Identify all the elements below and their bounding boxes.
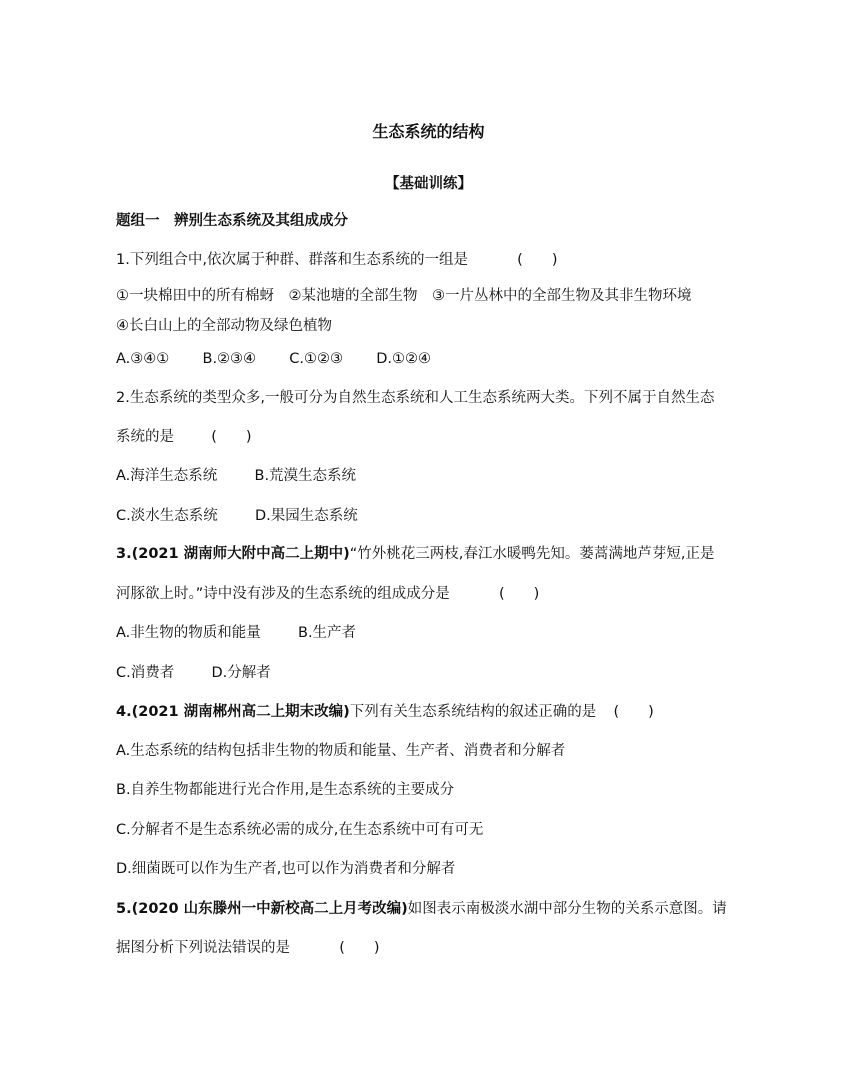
question-2-options-row1: [116, 466, 356, 486]
question-3-stem-line1: [116, 544, 715, 564]
option-b: B.②③④: [202, 351, 257, 367]
question-4-option-d: D.细菌既可以作为生产者,也可以作为消费者和分解者: [116, 861, 456, 877]
option-d: D.果园生态系统: [254, 508, 358, 524]
question-2-stem-line1: 2.生态系统的类型众多,一般可分为自然生态系统和人工生态系统两大类。下列不属于自然生态: [116, 390, 715, 406]
answer-paren: ( ): [613, 704, 654, 720]
question-4-source: 4.(2021 湖南郴州高二上期末改编): [116, 704, 350, 720]
option-d: D.分解者: [211, 665, 271, 681]
page-title: 生态系统的结构: [372, 122, 485, 141]
question-3-options-row1: [116, 623, 356, 643]
question-4-option-b: B.自养生物都能进行光合作用,是生态系统的主要成分: [116, 782, 455, 798]
question-2-options-row2: [116, 506, 358, 526]
section-heading: 【基础训练】: [385, 176, 472, 192]
option-b: B.生产者: [298, 625, 357, 641]
question-3-stem-line2: [116, 584, 539, 604]
answer-paren: ( ): [339, 940, 380, 956]
question-2-stem-line2: [116, 427, 252, 447]
option-d: D.①②④: [376, 351, 432, 367]
question-5-text: 如图表示南极淡水湖中部分生物的关系示意图。请: [407, 901, 727, 917]
question-2-text: 系统的是: [116, 429, 174, 445]
question-3-source: 3.(2021 湖南师大附中高二上期中): [116, 546, 350, 562]
question-1-stem: [116, 250, 558, 270]
group-heading: 题组一 辨别生态系统及其组成成分: [116, 213, 348, 229]
question-1-items-line2: ④长白山上的全部动物及绿色植物: [116, 318, 332, 334]
question-4-stem: [116, 702, 654, 722]
option-b: B.荒漠生态系统: [254, 468, 357, 484]
question-3-options-row2: [116, 663, 271, 683]
option-c: C.消费者: [116, 665, 175, 681]
question-5-stem-line2: [116, 938, 380, 958]
question-1-options: [116, 349, 431, 369]
question-5-text-2: 据图分析下列说法错误的是: [116, 940, 290, 956]
option-c: C.①②③: [289, 351, 344, 367]
option-a: A.③④①: [116, 351, 170, 367]
answer-paren: ( ): [211, 429, 252, 445]
question-1-text: 1.下列组合中,依次属于种群、群落和生态系统的一组是: [116, 252, 468, 268]
question-4-text: 下列有关生态系统结构的叙述正确的是: [349, 704, 597, 720]
option-a: A.非生物的物质和能量: [116, 625, 261, 641]
answer-paren: ( ): [498, 586, 540, 602]
question-1-items-line1: ①一块棉田中的所有棉蚜 ②某池塘的全部生物 ③一片丛林中的全部生物及其非生物环境: [116, 288, 692, 304]
question-3-text-2: 河豚欲上时。”诗中没有涉及的生态系统的组成成分是: [116, 586, 450, 602]
option-c: C.淡水生态系统: [116, 508, 218, 524]
answer-paren: ( ): [517, 252, 558, 268]
question-4-option-a: A.生态系统的结构包括非生物的物质和能量、生产者、消费者和分解者: [116, 743, 566, 759]
question-3-text: “竹外桃花三两枝,春江水暖鸭先知。蒌蒿满地芦芽短,正是: [349, 546, 715, 562]
question-5-stem-line1: [116, 899, 727, 919]
question-4-option-c: C.分解者不是生态系统必需的成分,在生态系统中可有可无: [116, 822, 484, 838]
option-a: A.海洋生态系统: [116, 468, 218, 484]
question-5-source: 5.(2020 山东滕州一中新校高二上月考改编): [116, 901, 408, 917]
